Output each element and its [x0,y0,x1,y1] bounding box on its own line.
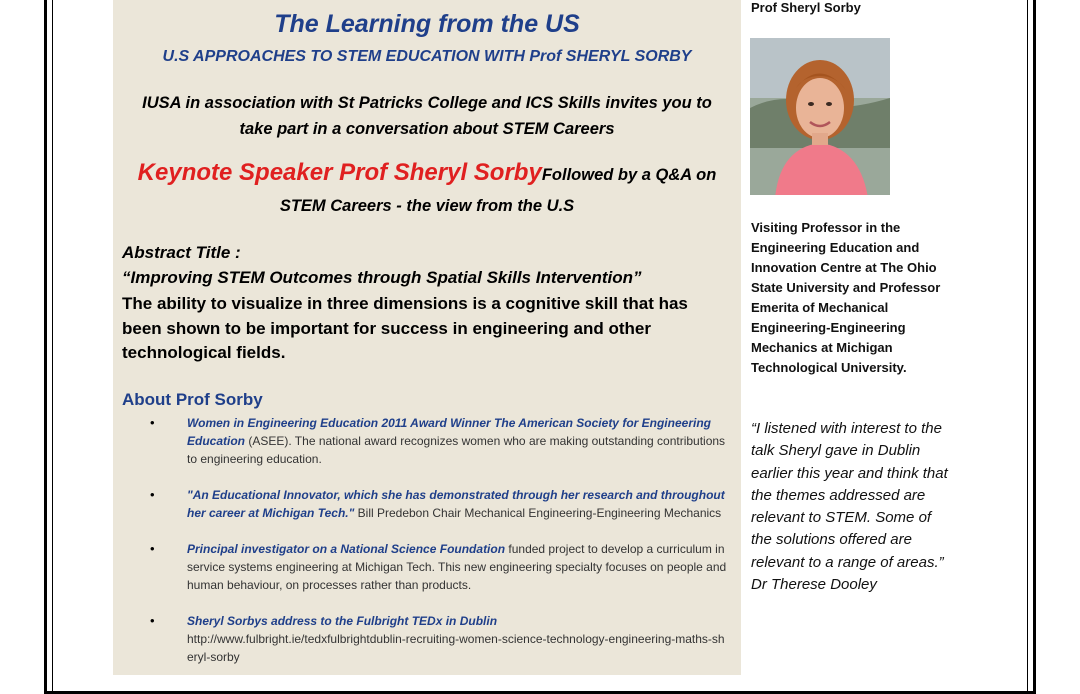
about-item-text: Bill Predebon Chair Mechanical Engineering-Engineering Mechanics [354,506,722,520]
keynote-block [113,158,741,221]
abstract-title: “Improving STEM Outcomes through Spatial Skills Intervention” [122,268,642,287]
speaker-bio: Visiting Professor in the Engineering Education and Innovation Centre at The Ohio State University and Professor Emerita of Mechanical Engineering-Engineering Mechanics at Michigan Technological University. [751,220,941,375]
invitation-line-1: IUSA in association with St Patricks College and ICS Skills invites you to [142,94,712,112]
abstract-body: The ability to visualize in three dimensions is a cognitive skill that has been shown to be important for success in engineering and other technological fields. [122,294,688,362]
speaker-name: Prof Sheryl Sorby [751,0,861,15]
bullet-dot: • [150,487,155,502]
page-title: The Learning from the US [274,10,580,38]
about-item-highlight: "An Educational Innovator, which she has demonstrated through her research and throughout her career at Michigan Tech." [187,488,725,520]
about-item-highlight: Women in Engineering Education 2011 Award Winner The American Society for Engineering Education [187,416,711,448]
bullet-dot: • [150,613,155,628]
page-subtitle: U.S APPROACHES TO STEM EDUCATION WITH Prof SHERYL SORBY [162,48,692,65]
about-list-item [150,486,730,522]
about-item-highlight: Principal investigator on a National Science Foundation [187,542,506,556]
about-list-item [150,414,730,468]
invitation-line-2: take part in a conversation about STEM Careers [239,120,615,138]
bullet-dot: • [150,415,155,430]
about-item-highlight: Sheryl Sorbys address to the Fulbright TEDx in Dublin [187,614,498,628]
tedx-link[interactable]: http://www.fulbright.ie/tedxfulbrightdublin-recruiting-women-science-technology-engineering-maths-sheryl-sorby [187,632,725,664]
about-list-item [150,612,730,666]
about-heading: About Prof Sorby [122,390,263,409]
invitation-text [113,90,741,142]
keynote-followup: Followed by a Q&A on [541,166,717,184]
abstract-label: Abstract Title : [122,243,241,262]
about-item-text: funded project to develop a curriculum in service systems engineering at Michigan Tech. This new engineering specialty focuses on people and human behaviour, on processes rather than products. [187,542,727,592]
about-item-text: (ASEE). The national award recognizes women who are making outstanding contributions to engineering education. [187,434,726,466]
speaker-photo [750,38,890,195]
testimonial-quote: “I listened with interest to the talk Sheryl gave in Dublin earlier this year and think that the themes addressed are relevant to STEM. Some of the solutions offered are relevant to a range of areas.” Dr Therese Dooley [751,420,948,594]
about-list [150,414,730,684]
about-list-item [150,540,730,594]
keynote-followup-line-2: STEM Careers - the view from the U.S [279,197,575,215]
bullet-dot: • [150,541,155,556]
keynote-speaker: Keynote Speaker Prof Sheryl Sorby [137,159,542,186]
